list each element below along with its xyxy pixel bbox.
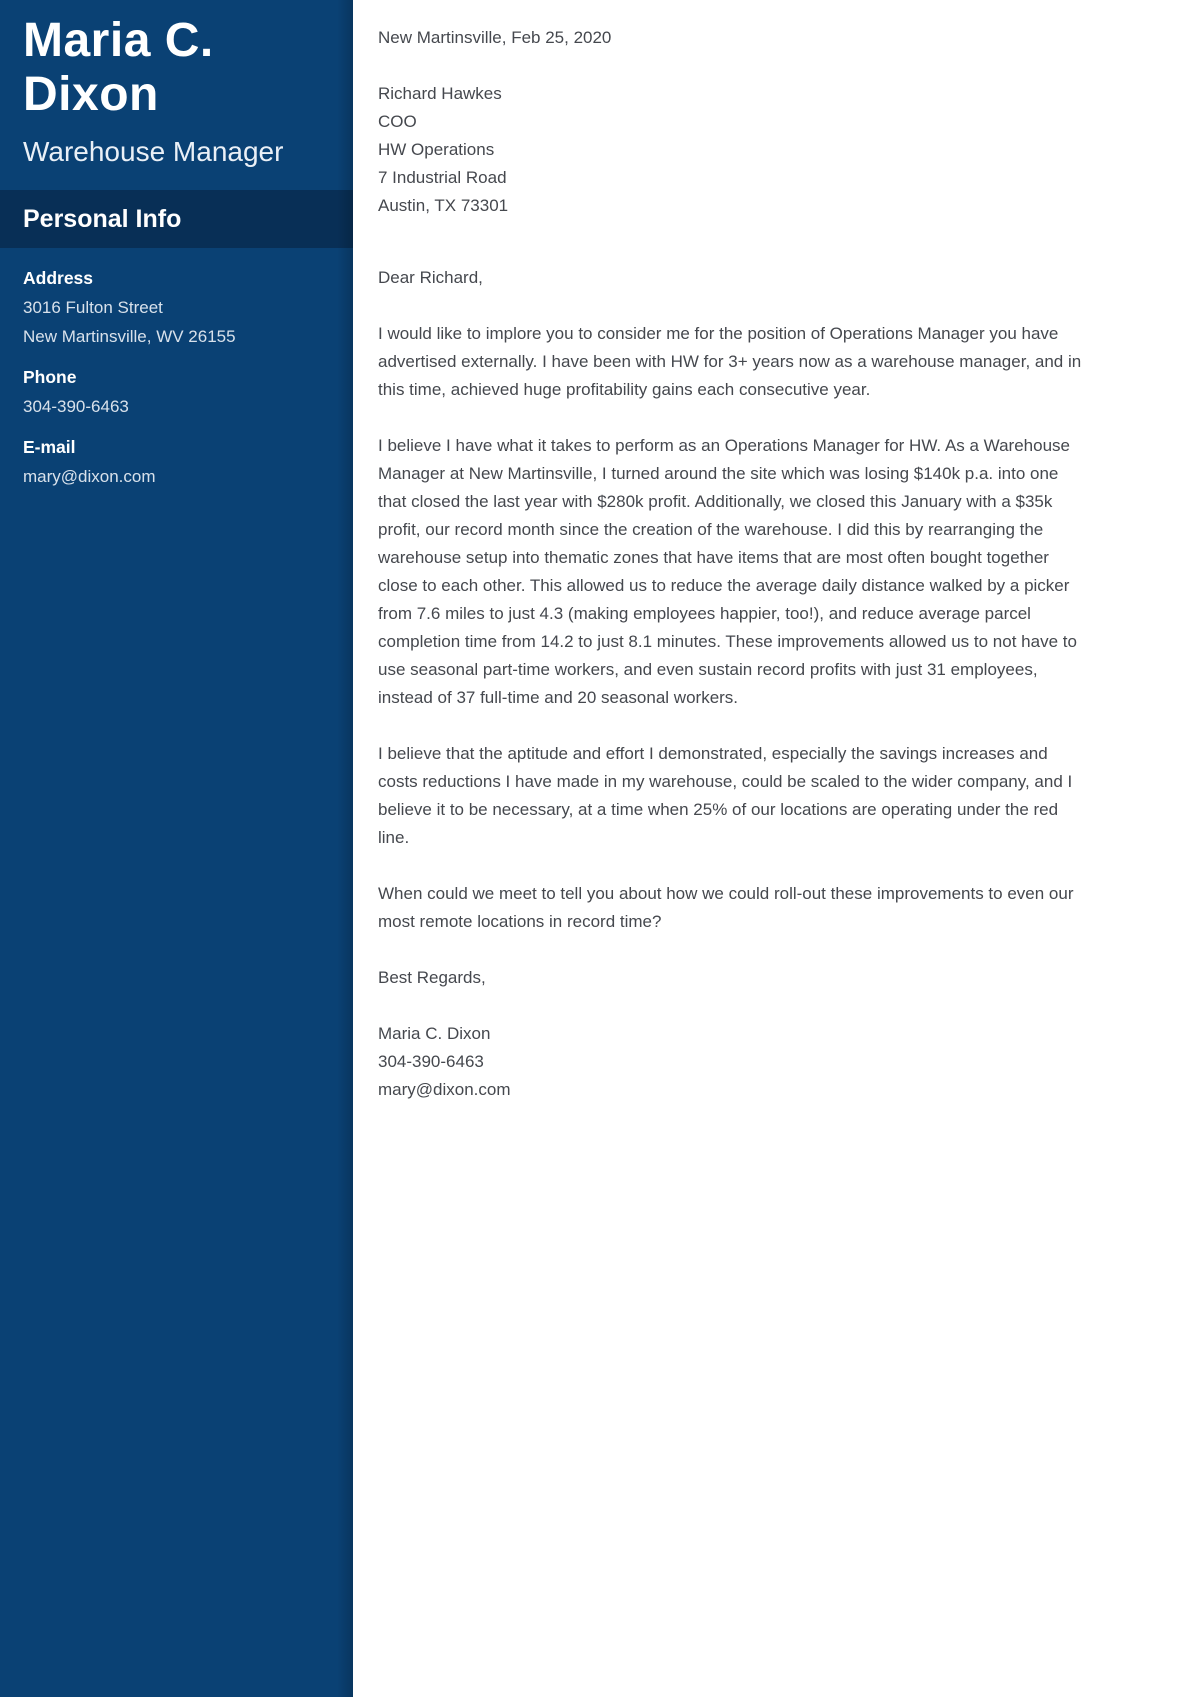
recipient-block [378,80,1090,220]
salutation: Dear Richard, [378,268,483,287]
personal-info-fields [0,248,353,491]
recipient-name: Richard Hawkes [378,84,502,103]
sidebar-header [0,0,353,190]
email-label: E-mail [23,437,76,457]
recipient-street: 7 Industrial Road [378,168,507,187]
person-name [23,14,330,122]
signature-email: mary@dixon.com [378,1080,511,1099]
letter-paragraph-4: When could we meet to tell you about how we could roll-out these improvements to even our most remote locations in record time? [378,884,1074,931]
personal-info-section-band [0,190,353,248]
signature-block [378,1020,1090,1104]
letter-paragraph-2: I believe I have what it takes to perform as an Operations Manager for HW. As a Warehouse Manager at New Martinsville, I turned around the site which was losing $140k p.a. into one that closed the last year with $280k profit. Additionally, we closed this January with a $35k profit, our record month since the creation of the warehouse. I did this by rearranging the warehouse setup into thematic zones that have items that are most often bought together close to each other. This allowed us to reduce the average daily distance walked by a picker from 7.6 miles to just 4.3 (making employees happier, too!), and reduce average parcel completion time from 14.2 to just 8.1 minutes. These improvements allowed us to not have to use seasonal part-time workers, and even sustain record profits with just 31 employees, instead of 37 full-time and 20 seasonal workers. [378,436,1077,707]
personal-info-heading: Personal Info [23,204,182,233]
recipient-city: Austin, TX 73301 [378,196,509,215]
person-name-line-2: Dixon [23,68,159,121]
email-value: mary@dixon.com [23,467,156,486]
address-line-1: 3016 Fulton Street [23,298,163,317]
signature-phone: 304-390-6463 [378,1052,484,1071]
sidebar [0,0,353,1697]
phone-label: Phone [23,367,77,387]
phone-value: 304-390-6463 [23,397,129,416]
letter-body [353,0,1200,1697]
person-name-line-1: Maria C. [23,14,214,67]
signature-name: Maria C. Dixon [378,1024,491,1043]
letter-date: New Martinsville, Feb 25, 2020 [378,28,612,47]
recipient-title: COO [378,112,417,131]
job-title: Warehouse Manager [23,136,284,167]
address-label: Address [23,268,94,288]
letter-paragraph-1: I would like to implore you to consider me for the position of Operations Manager you have advertised externally. I have been with HW for 3+ years now as a warehouse manager, and in this time, achieved huge profitability gains each consecutive year. [378,324,1082,399]
closing: Best Regards, [378,968,486,987]
address-line-2: New Martinsville, WV 26155 [23,327,236,346]
letter-paragraph-3: I believe that the aptitude and effort I demonstrated, especially the savings increases and costs reductions I have made in my warehouse, could be scaled to the wider company, and I believe it to be necessary, at a time when 25% of our locations are operating under the red line. [378,744,1073,847]
recipient-company: HW Operations [378,140,495,159]
